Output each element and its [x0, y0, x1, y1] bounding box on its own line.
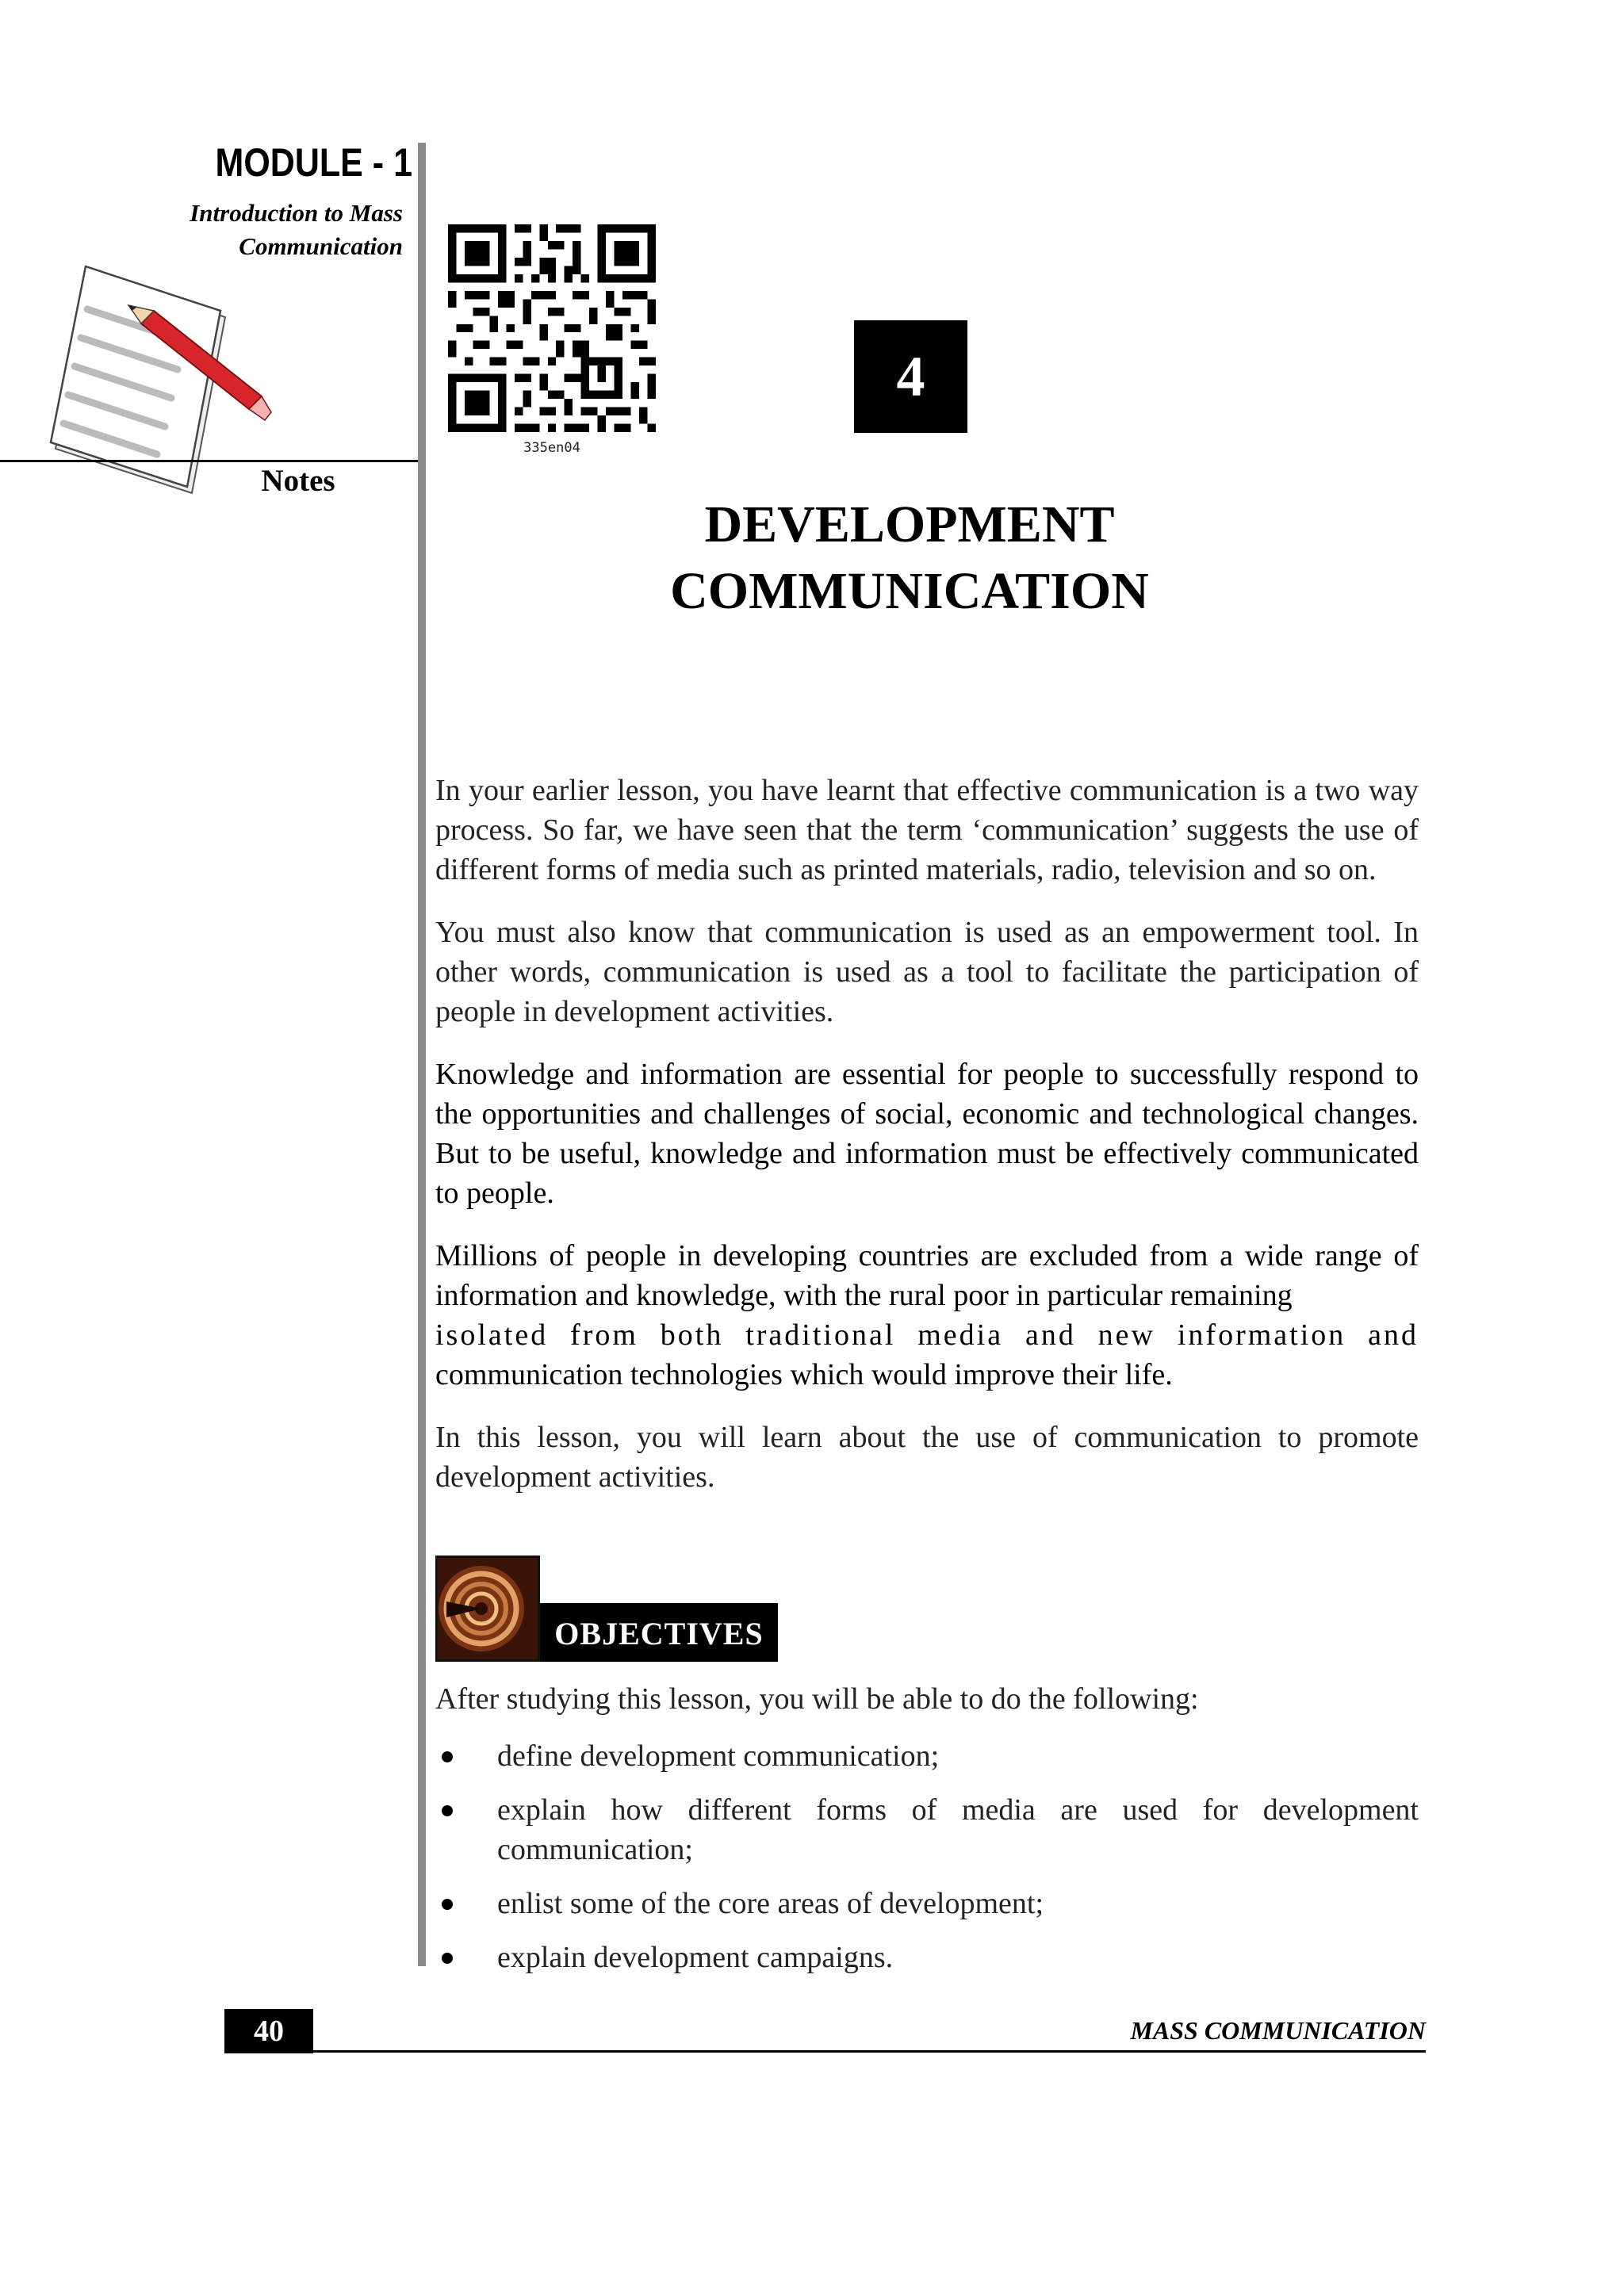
- bullet-icon: [442, 1899, 453, 1910]
- chapter-title-line-1: DEVELOPMENT: [704, 496, 1115, 553]
- module-subtitle-line-1: Introduction to Mass: [190, 199, 403, 227]
- module-subtitle: [119, 197, 403, 263]
- bullet-icon: [442, 1805, 453, 1816]
- qr-code-icon: [448, 224, 656, 432]
- target-icon: [435, 1556, 540, 1662]
- chapter-title: [426, 492, 1393, 625]
- paragraph: Knowledge and information are essential for people to successfully respond to the opportunities and challenges of social, economic and technological changes. But to be useful, knowledge and information must be effectively communicated to people.: [435, 1058, 1419, 1210]
- paragraph: In this lesson, you will learn about the use of communication to promote development activities.: [435, 1421, 1419, 1494]
- page-number: 40: [224, 2009, 313, 2053]
- bullet-icon: [442, 1751, 453, 1762]
- list-item: explain how different forms of media are used for development communication;: [435, 1790, 1419, 1869]
- paragraph: You must also know that communication is used as an empowerment tool. In other words, communication is used as a tool to facilitate the participation of people in development activities.: [435, 916, 1419, 1028]
- list-item: enlist some of the core areas of development;: [435, 1884, 1419, 1923]
- notes-label: Notes: [261, 464, 335, 498]
- paragraph: In your earlier lesson, you have learnt that effective communication is a two way process. So far, we have seen that the term ‘communication’ suggests the use of different forms of media such as printed materials, radio, television and so on.: [435, 774, 1419, 886]
- list-item: define development communication;: [435, 1736, 1419, 1776]
- paragraph-line: communication technologies which would improve their life.: [435, 1358, 1173, 1391]
- footer-divider: [224, 2050, 1426, 2053]
- margin-bar: [418, 143, 426, 1966]
- objectives-list: [435, 1736, 1419, 1992]
- qr-caption: 335en04: [523, 440, 580, 456]
- objectives-intro: After studying this lesson, you will be able to do the following:: [435, 1682, 1199, 1716]
- bullet-icon: [442, 1953, 453, 1964]
- paragraph-line: isolated from both traditional media and new information and: [435, 1318, 1419, 1352]
- paragraph: [435, 1236, 1419, 1395]
- chapter-number-badge: 4: [854, 320, 967, 433]
- module-title: MODULE - 1: [215, 140, 412, 185]
- sidebar-divider: [0, 460, 418, 462]
- footer-book-title: MASS COMMUNICATION: [1130, 2016, 1426, 2045]
- body-text: [435, 771, 1419, 1520]
- objectives-heading: OBJECTIVES: [540, 1603, 778, 1662]
- module-subtitle-line-2: Communication: [239, 232, 403, 260]
- chapter-title-line-2: COMMUNICATION: [670, 562, 1149, 620]
- list-item: explain development campaigns.: [435, 1938, 1419, 1977]
- paragraph-line: Millions of people in developing countries are excluded from a wide range of information and knowledge, with the rural poor in particular remaining: [435, 1239, 1419, 1312]
